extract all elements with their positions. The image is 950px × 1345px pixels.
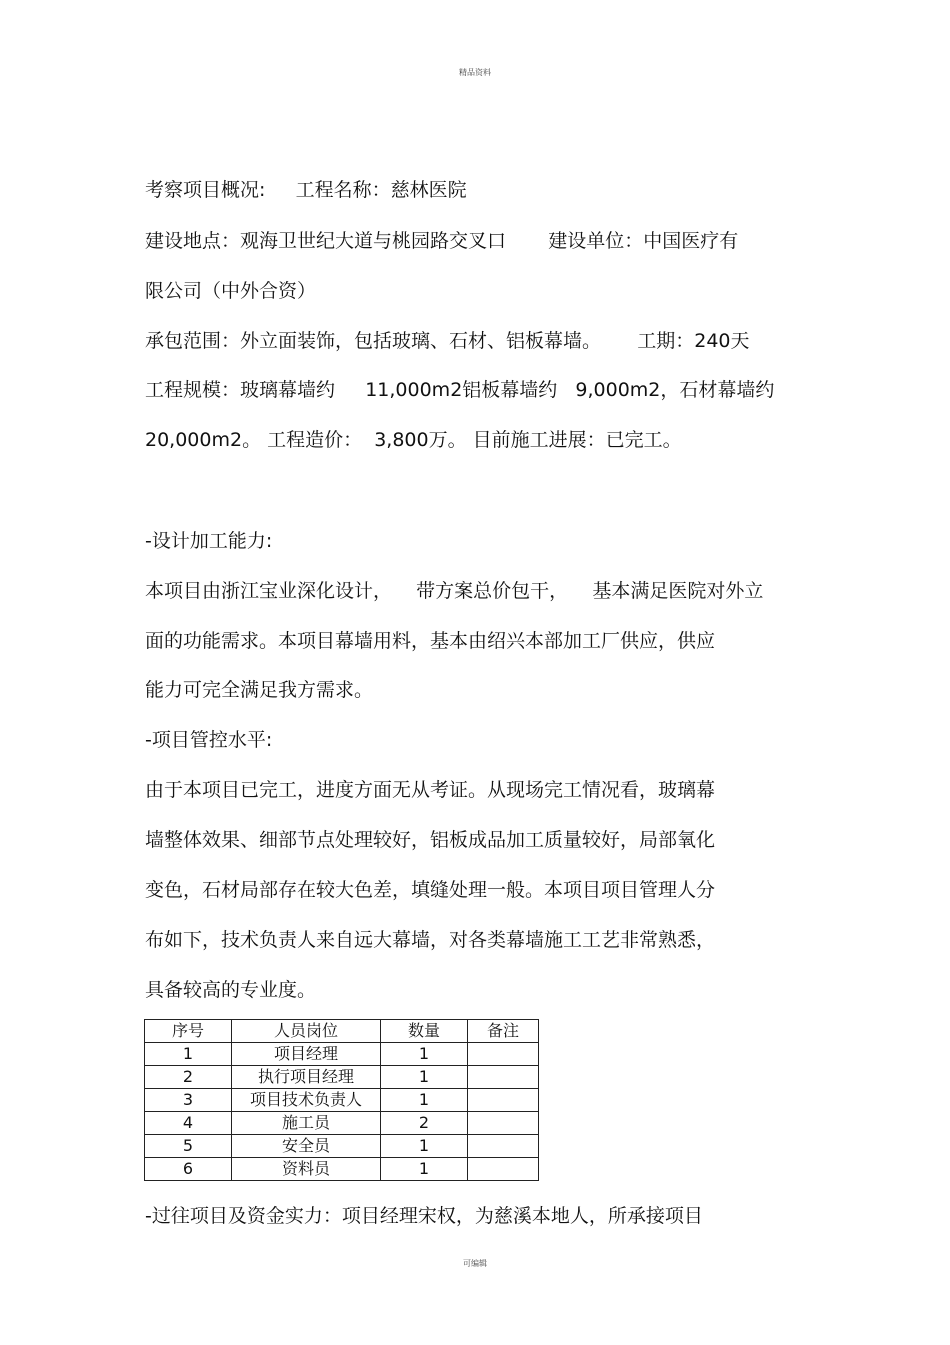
page-header: 精品资料 xyxy=(459,68,491,77)
design-line-2: 面的功能需求。本项目幕墙用料，基本由绍兴本部加工厂供应，供应 xyxy=(145,630,716,652)
overview-line-1: 考察项目概况: 工程名称：慈林医院 xyxy=(145,179,467,201)
management-line-3: 变色，石材局部存在较大色差，填缝处理一般。本项目项目管理人分 xyxy=(145,879,716,901)
header-cell-index: 序号 xyxy=(145,1020,232,1043)
cell-index: 1 xyxy=(145,1043,232,1066)
cell-remarks xyxy=(468,1112,539,1135)
design-heading: -设计加工能力: xyxy=(145,530,273,552)
header-cell-remarks: 备注 xyxy=(468,1020,539,1043)
header-cell-position: 人员岗位 xyxy=(232,1020,381,1043)
cell-position: 项目技术负责人 xyxy=(232,1089,381,1112)
cell-remarks xyxy=(468,1066,539,1089)
cell-index: 2 xyxy=(145,1066,232,1089)
design-line-3: 能力可完全满足我方需求。 xyxy=(145,679,374,701)
design-line-1: 本项目由浙江宝业深化设计， 带方案总价包干， 基本满足医院对外立 xyxy=(145,580,764,602)
cell-count: 1 xyxy=(381,1089,468,1112)
cell-remarks xyxy=(468,1135,539,1158)
cell-remarks xyxy=(468,1043,539,1066)
cell-index: 6 xyxy=(145,1158,232,1181)
past-projects-line-1: -过往项目及资金实力：项目经理宋权，为慈溪本地人，所承接项目 xyxy=(145,1205,703,1227)
cell-position: 执行项目经理 xyxy=(232,1066,381,1089)
management-line-4: 布如下，技术负责人来自远大幕墙，对各类幕墙施工工艺非常熟悉， xyxy=(145,929,716,951)
header-cell-count: 数量 xyxy=(381,1020,468,1043)
cell-position: 安全员 xyxy=(232,1135,381,1158)
cell-index: 4 xyxy=(145,1112,232,1135)
management-line-1: 由于本项目已完工，进度方面无从考证。从现场完工情况看，玻璃幕 xyxy=(145,779,716,801)
cell-count: 1 xyxy=(381,1043,468,1066)
overview-line-4: 承包范围：外立面装饰，包括玻璃、石材、铝板幕墙。 工期：240天 xyxy=(145,330,750,352)
table-row xyxy=(145,1043,539,1066)
management-line-5: 具备较高的专业度。 xyxy=(145,979,317,1001)
table-row xyxy=(145,1112,539,1135)
table-row xyxy=(145,1135,539,1158)
management-line-2: 墙整体效果、细部节点处理较好，铝板成品加工质量较好，局部氧化 xyxy=(145,829,716,851)
overview-line-5: 工程规模：玻璃幕墙约 11,000m2铝板幕墙约 9,000m2，石材幕墙约 xyxy=(145,379,775,401)
table-row xyxy=(145,1089,539,1112)
cell-count: 1 xyxy=(381,1066,468,1089)
cell-position: 项目经理 xyxy=(232,1043,381,1066)
cell-remarks xyxy=(468,1089,539,1112)
cell-index: 3 xyxy=(145,1089,232,1112)
page-footer: 可编辑 xyxy=(463,1259,487,1268)
table-row xyxy=(145,1066,539,1089)
cell-position: 资料员 xyxy=(232,1158,381,1181)
cell-count: 2 xyxy=(381,1112,468,1135)
table-row xyxy=(145,1158,539,1181)
management-heading: -项目管控水平: xyxy=(145,729,273,751)
cell-position: 施工员 xyxy=(232,1112,381,1135)
cell-count: 1 xyxy=(381,1135,468,1158)
overview-line-3: 限公司（中外合资） xyxy=(145,280,317,302)
staff-table xyxy=(144,1019,539,1181)
overview-line-6: 20,000m2。 工程造价： 3,800万。 目前施工进展：已完工。 xyxy=(145,429,682,451)
cell-index: 5 xyxy=(145,1135,232,1158)
cell-remarks xyxy=(468,1158,539,1181)
overview-line-2: 建设地点：观海卫世纪大道与桃园路交叉口 建设单位：中国医疗有 xyxy=(145,230,739,252)
cell-count: 1 xyxy=(381,1158,468,1181)
table-header-row xyxy=(145,1020,539,1043)
